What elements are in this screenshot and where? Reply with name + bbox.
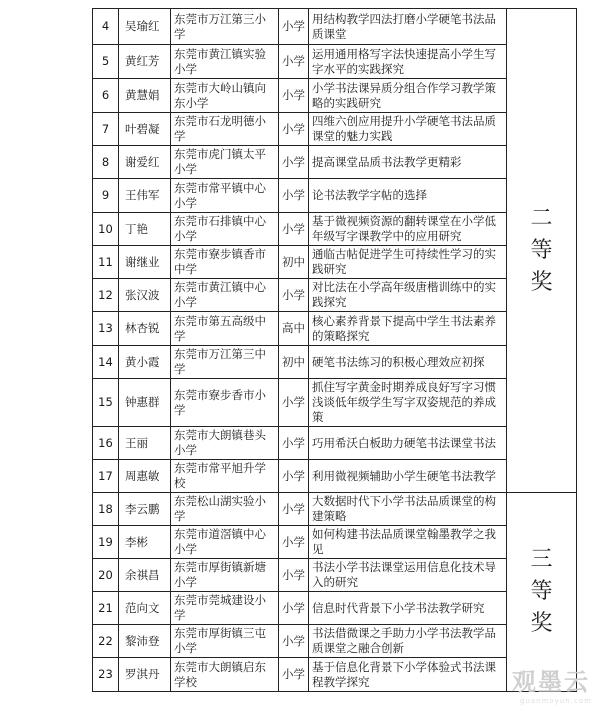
awards-table-container	[92, 8, 576, 692]
cell-name: 王伟军	[119, 179, 171, 213]
cell-name: 周惠敏	[119, 460, 171, 493]
table-row	[93, 658, 577, 692]
cell-title: 基于微视频资源的翻转课堂在小学低年级写字课教学中的应用研究	[309, 213, 507, 246]
cell-level: 初中	[279, 246, 309, 279]
cell-title: 通临古帖促进学生可持续性学习的实践研究	[309, 246, 507, 279]
award-char: 二	[530, 205, 553, 231]
cell-title: 如何构建书法品质课堂翰墨教学之我见	[309, 526, 507, 559]
cell-name: 余祺昌	[119, 559, 171, 592]
cell-name: 丁艳	[119, 213, 171, 246]
table-row	[93, 625, 577, 658]
cell-school: 东莞市石龙明德小学	[171, 113, 279, 146]
table-row	[93, 45, 577, 79]
award-char: 奖	[530, 611, 553, 636]
cell-level: 小学	[279, 45, 309, 79]
cell-level: 小学	[279, 113, 309, 146]
cell-name: 叶碧凝	[119, 113, 171, 146]
cell-number: 5	[93, 45, 119, 79]
cell-title: 小学书法课异质分组合作学习教学策略的实践研究	[309, 79, 507, 113]
cell-school: 东莞市万江第三小学	[171, 9, 279, 45]
cell-level: 小学	[279, 79, 309, 113]
cell-title: 书法借微课之手助力小学书法教学品质课堂之融合创新	[309, 625, 507, 658]
cell-name: 张汉波	[119, 279, 171, 312]
cell-title: 信息时代背景下小学书法教学研究	[309, 592, 507, 625]
cell-number: 16	[93, 427, 119, 460]
cell-number: 7	[93, 113, 119, 146]
cell-name: 李彬	[119, 526, 171, 559]
award-char: 三	[530, 547, 553, 572]
cell-title: 论书法教学字帖的选择	[309, 179, 507, 213]
cell-level: 小学	[279, 179, 309, 213]
cell-title: 抓住写字黄金时期养成良好写字习惯浅谈低年级学生写字双姿规范的养成策	[309, 379, 507, 427]
cell-title: 大数据时代下小学书法品质课堂的构建策略	[309, 493, 507, 526]
cell-number: 10	[93, 213, 119, 246]
cell-title: 运用通用格写字法快速提高小学生写字水平的实践探究	[309, 45, 507, 79]
cell-level: 初中	[279, 346, 309, 379]
cell-name: 黄慧娟	[119, 79, 171, 113]
table-row	[93, 213, 577, 246]
cell-school: 东莞市厚街镇新塘小学	[171, 559, 279, 592]
cell-title: 核心素养背景下提高中学生书法素养的策略探究	[309, 312, 507, 346]
cell-number: 19	[93, 526, 119, 559]
cell-level: 小学	[279, 559, 309, 592]
table-row	[93, 427, 577, 460]
watermark-url: guanmoyun.com	[520, 697, 592, 705]
cell-number: 22	[93, 625, 119, 658]
cell-number: 21	[93, 592, 119, 625]
cell-school: 东莞市寮步镇香市中学	[171, 246, 279, 279]
cell-number: 9	[93, 179, 119, 213]
table-row	[93, 460, 577, 493]
cell-school: 东莞市常平旭升学校	[171, 460, 279, 493]
table-row	[93, 146, 577, 179]
cell-school: 东莞市寮步香市小学	[171, 379, 279, 427]
table-row	[93, 493, 577, 526]
cell-school: 东莞市石排镇中心小学	[171, 213, 279, 246]
award-char: 奖	[530, 269, 553, 295]
table-row	[93, 379, 577, 427]
cell-title: 基于信息化背景下小学体验式书法课程教学探究	[309, 658, 507, 692]
cell-number: 13	[93, 312, 119, 346]
cell-name: 王丽	[119, 427, 171, 460]
table-row	[93, 9, 577, 45]
cell-level: 小学	[279, 460, 309, 493]
cell-level: 高中	[279, 312, 309, 346]
award-char: 等	[530, 237, 553, 263]
cell-name: 谢继业	[119, 246, 171, 279]
cell-name: 钟惠群	[119, 379, 171, 427]
cell-level: 小学	[279, 526, 309, 559]
cell-school: 东莞市万江第三中学	[171, 346, 279, 379]
table-row	[93, 113, 577, 146]
cell-school: 东莞市虎门镇太平小学	[171, 146, 279, 179]
cell-level: 小学	[279, 625, 309, 658]
cell-school: 东莞市大朗镇启东学校	[171, 658, 279, 692]
cell-number: 12	[93, 279, 119, 312]
awards-table	[92, 8, 577, 692]
cell-level: 小学	[279, 213, 309, 246]
cell-title: 巧用希沃白板助力硬笔书法课堂书法	[309, 427, 507, 460]
table-row	[93, 79, 577, 113]
cell-level: 小学	[279, 658, 309, 692]
cell-title: 提高课堂品质书法教学更精彩	[309, 146, 507, 179]
cell-level: 小学	[279, 9, 309, 45]
cell-school: 东莞市厚街镇三屯小学	[171, 625, 279, 658]
award-char: 等	[530, 579, 553, 604]
cell-school: 东莞松山湖实验小学	[171, 493, 279, 526]
cell-school: 东莞市黄江镇中心小学	[171, 279, 279, 312]
cell-name: 黄小霞	[119, 346, 171, 379]
cell-number: 4	[93, 9, 119, 45]
cell-school: 东莞市莞城建设小学	[171, 592, 279, 625]
cell-level: 小学	[279, 493, 309, 526]
cell-level: 小学	[279, 427, 309, 460]
cell-title: 书法小学书法课堂运用信息化技术导入的研究	[309, 559, 507, 592]
cell-title: 四维六创应用提升小学硬笔书法品质课堂的魅力实践	[309, 113, 507, 146]
award-second-prize	[507, 9, 577, 493]
cell-name: 范向文	[119, 592, 171, 625]
cell-school: 东莞市第五高级中学	[171, 312, 279, 346]
cell-number: 23	[93, 658, 119, 692]
cell-number: 17	[93, 460, 119, 493]
awards-table-body	[93, 9, 577, 692]
cell-name: 李云鹏	[119, 493, 171, 526]
cell-number: 18	[93, 493, 119, 526]
cell-name: 林杏锐	[119, 312, 171, 346]
table-row	[93, 346, 577, 379]
cell-name: 黄红芳	[119, 45, 171, 79]
table-row	[93, 246, 577, 279]
table-row	[93, 279, 577, 312]
cell-name: 黎沛登	[119, 625, 171, 658]
cell-level: 小学	[279, 279, 309, 312]
cell-school: 东莞市常平镇中心小学	[171, 179, 279, 213]
cell-number: 20	[93, 559, 119, 592]
cell-school: 东莞市道滘镇中心小学	[171, 526, 279, 559]
cell-number: 11	[93, 246, 119, 279]
cell-name: 谢爱红	[119, 146, 171, 179]
table-row	[93, 179, 577, 213]
cell-number: 8	[93, 146, 119, 179]
cell-level: 小学	[279, 146, 309, 179]
table-row	[93, 526, 577, 559]
cell-title: 硬笔书法练习的积极心理效应初探	[309, 346, 507, 379]
cell-number: 14	[93, 346, 119, 379]
table-row	[93, 559, 577, 592]
cell-school: 东莞市黄江镇实验小学	[171, 45, 279, 79]
cell-number: 15	[93, 379, 119, 427]
cell-title: 利用微视频辅助小学生硬笔书法教学	[309, 460, 507, 493]
cell-title: 用结构教学四法打磨小学硬笔书法品质课堂	[309, 9, 507, 45]
table-row	[93, 312, 577, 346]
table-row	[93, 592, 577, 625]
cell-school: 东莞市大岭山镇向东小学	[171, 79, 279, 113]
cell-name: 罗淇丹	[119, 658, 171, 692]
cell-number: 6	[93, 79, 119, 113]
cell-level: 小学	[279, 379, 309, 427]
cell-level: 小学	[279, 592, 309, 625]
cell-title: 对比法在小学高年级唐楷训练中的实践探究	[309, 279, 507, 312]
cell-name: 吴瑜红	[119, 9, 171, 45]
watermark-logo: 观墨云	[512, 668, 590, 696]
cell-school: 东莞市大朗镇巷头小学	[171, 427, 279, 460]
